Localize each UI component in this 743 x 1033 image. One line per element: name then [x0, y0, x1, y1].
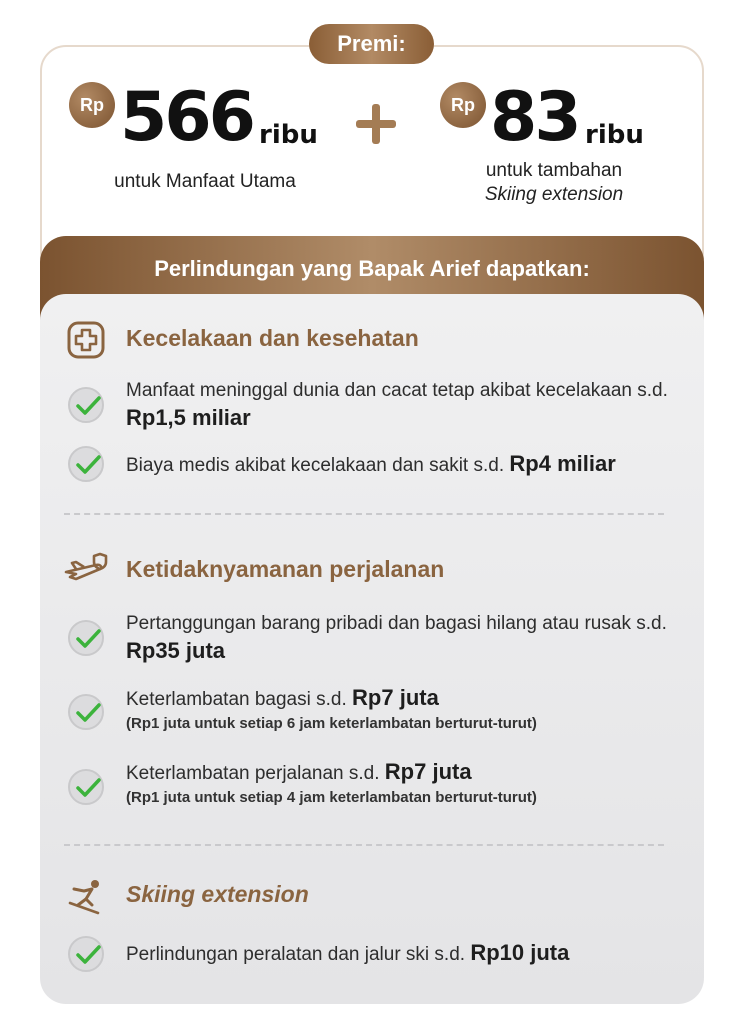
plus-icon	[356, 104, 396, 144]
benefit-text: Biaya medis akibat kecelakaan dan sakit s.d.	[126, 455, 505, 476]
section-title-accident-health: Kecelakaan dan kesehatan	[126, 325, 419, 351]
airplane-shield-icon	[62, 550, 110, 590]
benefit-item	[126, 758, 686, 809]
medical-cross-icon	[66, 320, 106, 360]
main-premium-unit: ribu	[259, 120, 318, 150]
benefit-note: (Rp1 juta untuk setiap 6 jam keterlambatan berturut-turut)	[126, 715, 537, 732]
benefit-item	[126, 450, 696, 479]
benefit-amount: Rp10 juta	[470, 940, 570, 965]
section-divider	[64, 844, 664, 846]
extra-premium-amount: 83	[490, 78, 579, 157]
check-icon	[68, 936, 104, 972]
benefit-amount: Rp4 miliar	[509, 451, 616, 476]
extra-premium-unit: ribu	[585, 120, 644, 150]
extra-premium-label	[444, 159, 664, 207]
section-divider	[64, 513, 664, 515]
currency-badge-extra: Rp	[440, 82, 486, 128]
benefit-item	[126, 939, 686, 968]
main-premium-label: untuk Manfaat Utama	[114, 171, 296, 192]
benefit-item	[126, 377, 686, 433]
check-icon	[68, 694, 104, 730]
premium-title-badge: Premi:	[309, 24, 434, 64]
benefit-text: Pertanggungan barang pribadi dan bagasi hilang atau rusak s.d.	[126, 613, 667, 634]
benefit-text: Perlindungan peralatan dan jalur ski s.d.	[126, 944, 466, 965]
benefit-amount: Rp7 juta	[352, 685, 439, 710]
section-title-skiing-extension: Skiing extension	[126, 881, 309, 907]
currency-badge-main: Rp	[69, 82, 115, 128]
benefit-item	[126, 684, 686, 735]
main-premium-amount: 566	[120, 78, 253, 157]
check-icon	[68, 387, 104, 423]
benefit-text: Manfaat meninggal dunia dan cacat tetap akibat kecelakaan s.d.	[126, 380, 668, 401]
benefit-text: Keterlambatan perjalanan s.d.	[126, 763, 380, 784]
benefit-text: Keterlambatan bagasi s.d.	[126, 689, 347, 710]
skier-icon	[66, 877, 106, 917]
benefit-item	[126, 610, 686, 666]
check-icon	[68, 620, 104, 656]
check-icon	[68, 769, 104, 805]
benefit-note: (Rp1 juta untuk setiap 4 jam keterlambatan berturut-turut)	[126, 789, 537, 806]
section-title-travel-inconvenience: Ketidaknyamanan perjalanan	[126, 556, 445, 582]
benefit-amount: Rp1,5 miliar	[126, 405, 251, 430]
extra-premium-label-line2: Skiing extension	[484, 184, 624, 205]
benefit-amount: Rp7 juta	[384, 759, 472, 784]
check-icon	[68, 446, 104, 482]
benefits-header: Perlindungan yang Bapak Arief dapatkan:	[40, 236, 704, 326]
benefit-amount: Rp35 juta	[126, 638, 226, 663]
extra-premium-label-line1: untuk tambahan	[485, 160, 623, 181]
